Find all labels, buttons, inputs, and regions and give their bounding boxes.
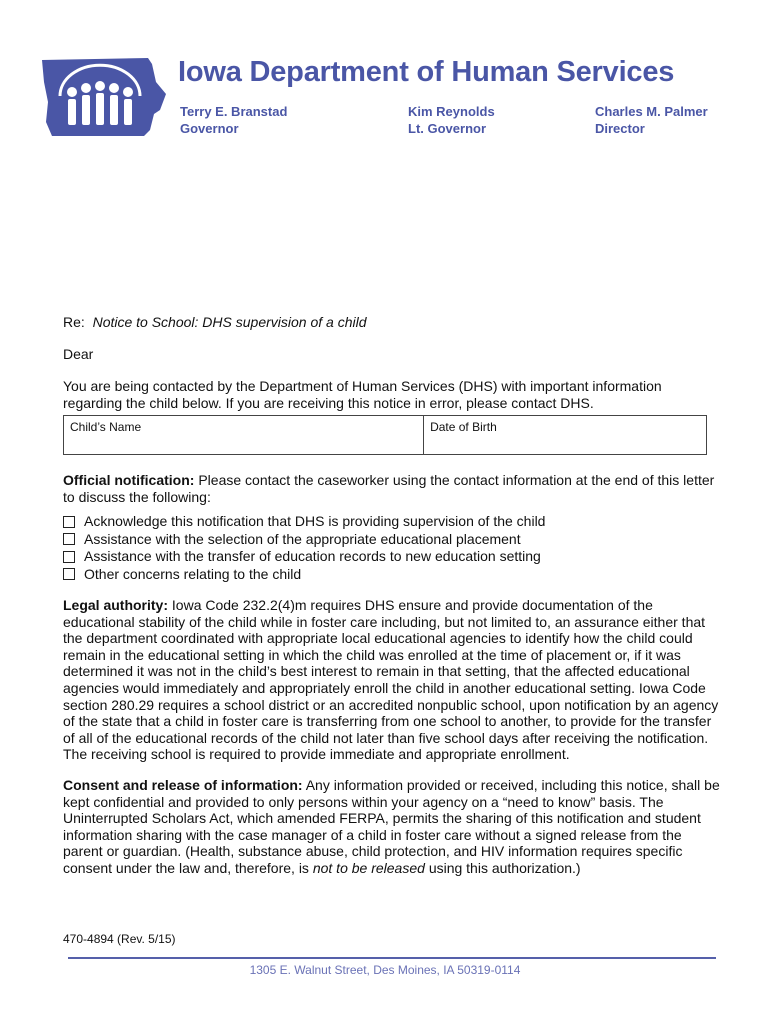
child-name-field[interactable] bbox=[64, 416, 424, 455]
official-name: Kim Reynolds bbox=[408, 104, 495, 119]
official-notification-text: Please contact the caseworker using the contact information at the end of this letter to discuss the following: bbox=[63, 472, 715, 505]
checklist-item bbox=[63, 513, 545, 531]
checklist-item bbox=[63, 531, 545, 549]
salutation: Dear bbox=[63, 346, 94, 362]
date-of-birth-label: Date of Birth bbox=[430, 420, 497, 434]
official-name: Terry E. Branstad bbox=[180, 104, 288, 119]
official-notification-paragraph bbox=[63, 472, 723, 505]
official-title: Director bbox=[595, 121, 645, 136]
official-title: Lt. Governor bbox=[408, 121, 487, 136]
consent-text: Any information provided or received, including this notice, shall be kept confidential and provided to only persons within your agency on a “need to know” basis. The Uninterrupted Scholars Act, which amended FERPA, permits the sharing of this notification and student information sharing with the case manager of a child in foster care without a signed release from the parent or guardian. (Health, substance abuse, child protection, and HIV information requires specific consent under the law and, therefore, is bbox=[63, 777, 720, 876]
checklist-item bbox=[63, 566, 545, 584]
date-of-birth-field[interactable] bbox=[424, 416, 707, 455]
checklist-label: Assistance with the transfer of education records to new education setting bbox=[84, 548, 541, 564]
form-number: 470-4894 (Rev. 5/15) bbox=[63, 932, 176, 946]
agency-title: Iowa Department of Human Services bbox=[178, 56, 675, 88]
official-notification-heading: Official notification: bbox=[63, 472, 195, 488]
official-director bbox=[595, 103, 708, 137]
intro-paragraph: You are being contacted by the Department of Human Services (DHS) with important information regarding the child below. If you are receiving this notice in error, please contact DHS. bbox=[63, 378, 662, 411]
checklist bbox=[63, 513, 545, 583]
checklist-label: Acknowledge this notification that DHS is providing supervision of the child bbox=[84, 513, 546, 529]
checklist-item bbox=[63, 548, 545, 566]
checkbox[interactable] bbox=[63, 551, 75, 563]
re-line bbox=[63, 314, 723, 331]
consent-text-end: using this authorization.) bbox=[428, 859, 581, 876]
legal-authority-heading: Legal authority: bbox=[63, 597, 169, 613]
re-subject: Notice to School: DHS supervision of a child bbox=[92, 314, 367, 330]
official-name: Charles M. Palmer bbox=[595, 104, 708, 119]
re-label: Re: bbox=[63, 314, 85, 330]
child-name-label: Child’s Name bbox=[70, 420, 142, 434]
footer-divider bbox=[68, 957, 716, 959]
official-governor bbox=[180, 103, 287, 137]
consent-emphasis: not to be released bbox=[312, 859, 425, 876]
dhs-logo bbox=[38, 52, 168, 142]
checklist-label: Assistance with the selection of the appropriate educational placement bbox=[84, 530, 521, 547]
legal-authority-text: Iowa Code 232.2(4)m requires DHS ensure and provide documentation of the educational stability of the child while in foster care including, but not limited to, an assurance either that the department coordinated with appropriate local educational agencies to identify how the child could remain in the educational setting in which the child was enrolled at the time of placement or, if it was determined it was not in the child’s best interest to remain in that setting, that the affected educational agencies would immediately and appropriately enroll the child in another educational setting. Iowa Code section 280.29 requires a school district or an accredited nonpublic school, upon notification by an agency of the state that a child in foster care is transferring from one school to another, to provide for the transfer of all of the educational records of the child not later than five school days after receiving the notification. The receiving school is required to provide immediate and appropriate enrollment. bbox=[63, 597, 719, 763]
official-title: Governor bbox=[180, 121, 239, 136]
checklist-label: Other concerns relating to the child bbox=[84, 565, 302, 582]
checkbox[interactable] bbox=[63, 516, 75, 528]
legal-authority-paragraph bbox=[63, 597, 723, 763]
consent-heading: Consent and release of information: bbox=[63, 777, 303, 793]
checkbox[interactable] bbox=[63, 533, 75, 545]
official-lt-governor bbox=[408, 103, 495, 137]
footer-address: 1305 E. Walnut Street, Des Moines, IA 50319-0114 bbox=[249, 963, 521, 977]
child-info-table bbox=[63, 415, 707, 455]
checkbox[interactable] bbox=[63, 568, 75, 580]
consent-paragraph bbox=[63, 777, 723, 877]
